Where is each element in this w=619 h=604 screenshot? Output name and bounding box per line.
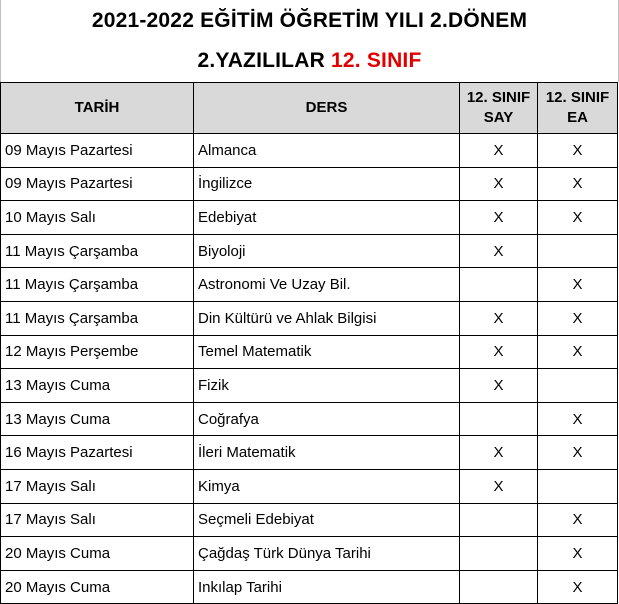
course-cell: Din Kültürü ve Ahlak Bilgisi <box>194 301 460 335</box>
title-line-2 <box>1 49 618 73</box>
date-cell: 10 Mayıs Salı <box>1 201 194 235</box>
date-cell: 11 Mayıs Çarşamba <box>1 234 194 268</box>
table-row <box>1 503 618 537</box>
ea-mark-cell: X <box>538 570 618 604</box>
table-row <box>1 167 618 201</box>
schedule-body <box>1 134 618 604</box>
ea-mark-cell: X <box>538 201 618 235</box>
say-mark-cell <box>460 402 538 436</box>
table-row <box>1 301 618 335</box>
say-mark-cell: X <box>460 369 538 403</box>
table-row <box>1 537 618 571</box>
ea-mark-cell <box>538 369 618 403</box>
header-say-line1: 12. SINIF <box>466 89 531 106</box>
date-cell: 20 Mayıs Cuma <box>1 570 194 604</box>
course-cell: Kimya <box>194 469 460 503</box>
course-cell: Çağdaş Türk Dünya Tarihi <box>194 537 460 571</box>
say-mark-cell: X <box>460 134 538 168</box>
table-row <box>1 234 618 268</box>
table-row <box>1 268 618 302</box>
say-mark-cell <box>460 503 538 537</box>
date-cell: 16 Mayıs Pazartesi <box>1 436 194 470</box>
date-cell: 09 Mayıs Pazartesi <box>1 134 194 168</box>
ea-mark-cell: X <box>538 301 618 335</box>
table-row <box>1 402 618 436</box>
date-cell: 11 Mayıs Çarşamba <box>1 268 194 302</box>
say-mark-cell: X <box>460 301 538 335</box>
title-line-1: 2021-2022 EĞİTİM ÖĞRETİM YILI 2.DÖNEM <box>91 9 528 32</box>
table-row <box>1 369 618 403</box>
table-row <box>1 335 618 369</box>
date-cell: 17 Mayıs Salı <box>1 469 194 503</box>
course-cell: Inkılap Tarihi <box>194 570 460 604</box>
date-cell: 12 Mayıs Perşembe <box>1 335 194 369</box>
table-row <box>1 469 618 503</box>
table-row <box>1 201 618 235</box>
course-cell: Coğrafya <box>194 402 460 436</box>
date-cell: 13 Mayıs Cuma <box>1 402 194 436</box>
date-cell: 11 Mayıs Çarşamba <box>1 301 194 335</box>
header-date: TARİH <box>1 83 194 134</box>
header-say-line2: SAY <box>483 109 514 126</box>
header-say <box>460 83 538 134</box>
ea-mark-cell: X <box>538 503 618 537</box>
ea-mark-cell <box>538 469 618 503</box>
course-cell: Edebiyat <box>194 201 460 235</box>
say-mark-cell: X <box>460 335 538 369</box>
course-cell: Biyoloji <box>194 234 460 268</box>
table-row <box>1 570 618 604</box>
header-ea-line2: EA <box>567 109 588 126</box>
say-mark-cell: X <box>460 436 538 470</box>
table-row <box>1 436 618 470</box>
header-ea <box>538 83 618 134</box>
say-mark-cell: X <box>460 167 538 201</box>
say-mark-cell: X <box>460 469 538 503</box>
date-cell: 17 Mayıs Salı <box>1 503 194 537</box>
ea-mark-cell: X <box>538 537 618 571</box>
say-mark-cell <box>460 570 538 604</box>
header-course: DERS <box>194 83 460 134</box>
ea-mark-cell <box>538 234 618 268</box>
ea-mark-cell: X <box>538 268 618 302</box>
header-ea-line1: 12. SINIF <box>545 89 610 106</box>
ea-mark-cell: X <box>538 167 618 201</box>
date-cell: 13 Mayıs Cuma <box>1 369 194 403</box>
title-line-2-prefix: 2.YAZILILAR <box>197 49 325 72</box>
date-cell: 09 Mayıs Pazartesi <box>1 167 194 201</box>
date-cell: 20 Mayıs Cuma <box>1 537 194 571</box>
course-cell: Fizik <box>194 369 460 403</box>
course-cell: İleri Matematik <box>194 436 460 470</box>
table-row <box>1 134 618 168</box>
ea-mark-cell: X <box>538 436 618 470</box>
course-cell: Astronomi Ve Uzay Bil. <box>194 268 460 302</box>
say-mark-cell <box>460 537 538 571</box>
course-cell: Almanca <box>194 134 460 168</box>
exam-schedule-table <box>0 82 618 604</box>
course-cell: Seçmeli Edebiyat <box>194 503 460 537</box>
title-block <box>0 0 619 82</box>
ea-mark-cell: X <box>538 335 618 369</box>
course-cell: Temel Matematik <box>194 335 460 369</box>
ea-mark-cell: X <box>538 134 618 168</box>
header-row <box>1 83 618 134</box>
course-cell: İngilizce <box>194 167 460 201</box>
ea-mark-cell: X <box>538 402 618 436</box>
say-mark-cell: X <box>460 234 538 268</box>
say-mark-cell <box>460 268 538 302</box>
say-mark-cell: X <box>460 201 538 235</box>
title-line-2-accent: 12. SINIF <box>331 49 422 72</box>
